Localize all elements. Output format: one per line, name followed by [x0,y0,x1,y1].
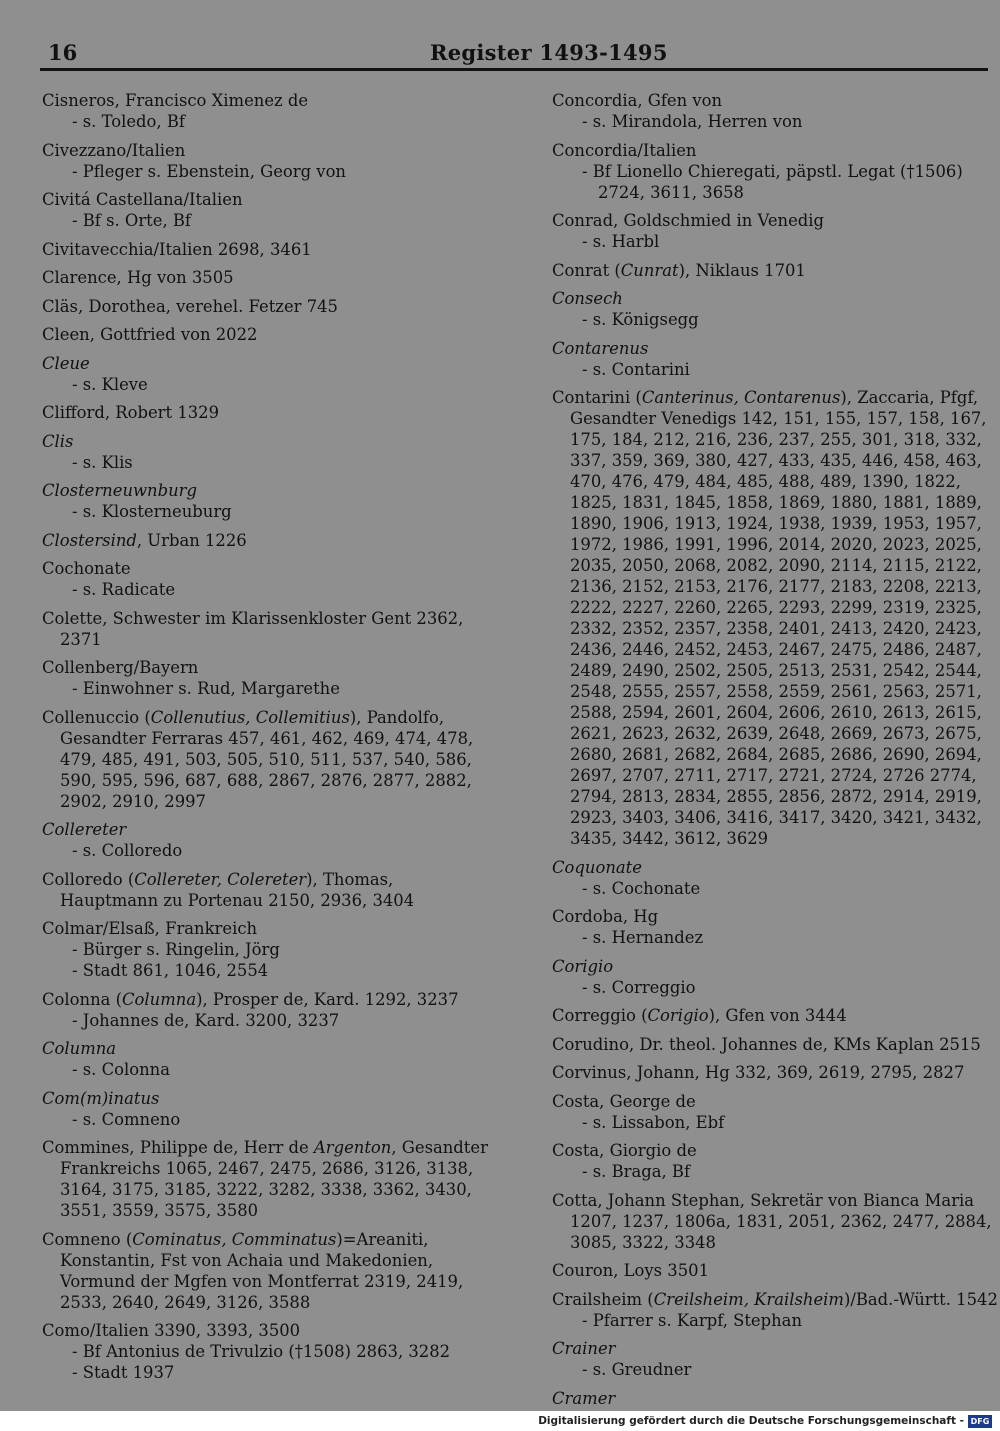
index-entry [42,707,488,812]
entry-term: Cotta, Johann Stephan, Sekretär von Bianca Maria 1207, 1237, 1806a, 1831, 2051, 2362, 2477, 2884, 3085, 3322, 3348 [552,1190,992,1252]
entry-term: Conrat ( [552,260,621,280]
entry-heading [42,608,488,650]
index-entry [42,608,488,650]
entry-term: Colmar/Elsaß, Frankreich [42,919,258,938]
index-entry [552,1190,998,1253]
entry-heading [42,296,488,317]
entry-term-italic: Corigio [552,956,614,976]
entry-heading [552,1289,998,1310]
entry-heading [42,657,488,678]
entry-variant-italic: Columna [122,989,197,1009]
entry-subreference: - s. Braga, Bf [582,1162,691,1181]
index-entry [42,140,488,182]
entry-variant-italic: Creilsheim, Krailsheim [653,1289,844,1309]
index-entry [42,558,488,600]
entry-subreference: - Bf s. Orte, Bf [72,211,191,230]
entry-subreference: - s. Toledo, Bf [72,112,185,131]
entry-heading [552,857,998,878]
entry-subreference: - s. Hernandez [582,928,704,947]
entry-heading [42,402,488,423]
index-entry [42,296,488,317]
index-entry [552,338,998,380]
entry-subreference: - s. Radicate [72,580,176,599]
entry-heading [552,1062,998,1083]
entry-heading [552,1190,998,1253]
entry-term: Como/Italien 3390, 3393, 3500 [42,1321,301,1340]
index-entry [42,1038,488,1080]
footer [538,1413,992,1429]
index-entry [552,260,998,281]
entry-term: Collenberg/Bayern [42,658,199,677]
entry-heading [42,558,488,579]
page-header [44,40,984,68]
entry-heading [552,1260,998,1281]
index-entry [552,906,998,948]
entry-subreference: - Einwohner s. Rud, Margarethe [72,679,340,698]
index-entry [42,869,488,911]
index-entry [42,918,488,981]
index-entry [42,530,488,551]
left-column [42,90,488,1391]
index-entry [42,1320,488,1383]
footer-credit: Digitalisierung gefördert durch die Deutsche Forschungsgemeinschaft - [538,1415,964,1427]
entry-term: Contarini ( [552,388,642,407]
entry-term: Civitá Castellana/Italien [42,190,243,209]
entry-subreference: - Bf Antonius de Trivulzio (†1508) 2863, 3282 [72,1342,451,1361]
entry-subreference: - s. Colloredo [72,841,183,860]
index-entry [42,657,488,699]
entry-term-italic: Cramer [552,1388,616,1408]
entry-term-italic: Clostersind [42,530,137,550]
entry-term-italic: Coquonate [552,857,642,877]
entry-subreference: - s. Correggio [582,977,696,997]
index-entry [552,1005,998,1026]
entry-variant-italic: Cominatus, Comminatus [132,1229,337,1249]
index-entry [552,140,998,203]
entry-heading [552,956,998,977]
entry-subreference: - s. Klis [72,452,133,472]
index-entry [552,1338,998,1380]
entry-term-italic: Closterneuwnburg [42,481,197,500]
entry-subreference: - Bf Lionello Chieregati, päpstl. Legat (†1506) 2724, 3611, 3658 [582,161,963,202]
entry-heading [42,918,488,939]
entry-variant-italic: Cunrat [620,260,679,280]
entry-heading [552,140,998,161]
entry-heading [42,267,488,288]
entry-term: Correggio ( [552,1006,648,1025]
entry-heading [42,1088,488,1109]
index-entry [552,90,998,132]
entry-term: Clarence, Hg von 3505 [42,268,234,287]
index-entry [42,189,488,231]
entry-variant-italic: Collereter, Colereter [134,869,307,889]
entry-term: Collenuccio ( [42,707,151,727]
entry-term-italic: Com(m)inatus [42,1088,160,1108]
index-entry [552,1260,998,1281]
entry-subreference: - s. Greudner [582,1360,692,1379]
entry-heading [552,90,998,111]
entry-heading [552,1338,998,1359]
entry-subreference: - Pfleger s. Ebenstein, Georg von [72,161,346,181]
index-entry [552,1091,998,1133]
right-column [552,90,998,1411]
entry-term: Comneno ( [42,1229,133,1249]
entry-heading [42,1137,488,1221]
entry-heading [552,387,998,849]
entry-variant-italic: Corigio [647,1006,709,1025]
index-entry [42,819,488,861]
entry-subreference: - Stadt 1937 [72,1363,175,1382]
entry-heading [42,707,488,812]
entry-variant-italic: Canterinus, Contarenus [641,388,841,407]
page-number: 16 [48,40,78,65]
entry-heading [42,1038,488,1059]
index-entry [42,989,488,1031]
entry-heading [552,1091,998,1112]
entry-term: Couron, Loys 3501 [552,1261,709,1280]
index-entry [42,353,488,395]
entry-term: Colette, Schwester im Klarissenkloster Gent 2362, 2371 [42,608,464,649]
entry-tail: ), Pandolfo, Gesandter Ferraras 457, 461, 462, 469, 474, 478, 479, 485, 491, 503, 505, 510, 511, 537, 540, 586, 590, 595, 596, 687, 688, 2867, 2876, 2877, 2882, 2902, 2910, 2997 [60,707,474,811]
entry-term: Concordia/Italien [552,140,697,160]
entry-term: Colloredo ( [42,869,135,889]
entry-subreference: - s. Colonna [72,1060,170,1079]
entry-tail: , Gesandter Frankreichs 1065, 2467, 2475, 2686, 3126, 3138, 3164, 3175, 3185, 3222, 3282, 3338, 3362, 3430, 3551, 3559, 3575, 3580 [60,1138,488,1220]
entry-term: Corudino, Dr. theol. Johannes de, KMs Kaplan 2515 [552,1034,981,1054]
index-entry [552,1034,998,1055]
index-entry [42,324,488,345]
entry-heading [42,530,488,551]
entry-heading [42,90,488,111]
entry-term: Commines, Philippe de, Herr de [42,1138,314,1157]
index-entry [42,1088,488,1130]
entry-heading [42,869,488,911]
index-entry [552,956,998,998]
entry-heading [552,906,998,927]
entry-term: Clifford, Robert 1329 [42,403,220,422]
entry-term: Conrad, Goldschmied in Venedig [552,211,825,230]
entry-tail: ), Prosper de, Kard. 1292, 3237 [196,989,459,1009]
entry-rest: , Urban 1226 [136,530,247,550]
entry-heading [42,480,488,501]
entry-heading [552,1140,998,1161]
entry-term-italic: Consech [552,289,623,308]
entry-heading [42,324,488,345]
entry-term: Cochonate [42,559,131,578]
entry-tail: ), Zaccaria, Pfgf, Gesandter Venedigs 142, 151, 155, 157, 158, 167, 175, 184, 212, 216, 236, 237, 255, 301, 318, 332, 337, 359, 369, 380, 427, 433, 435, 446, 458, 463, 470, 476, 479, 484, 485, 488, 489, 1390, 1822, 1825, 1831, 1845, 1858, 1869, 1880, 1881, 1889, 1890, 1906, 1913, 1924, 1938, 1939, 1953, 1957, 1972, 1986, 1991, 1996, 2014, 2020, 2023, 2025, 2035, 2050, 2068, 2082, 2090, 2114, 2115, 2122, 2136, 2152, 2153, 2176, 2177, 2183, 2208, 2213, 2222, 2227, 2260, 2265, 2293, 2299, 2319, 2325, 2332, 2352, 2357, 2358, 2401, 2413, 2420, 2423, 2436, 2446, 2452, 2453, 2467, 2475, 2486, 2487, 2489, 2490, 2502, 2505, 2513, 2531, 2542, 2544, 2548, 2555, 2557, 2558, 2559, 2561, 2563, 2571, 2588, 2594, 2601, 2604, 2606, 2610, 2613, 2615, 2621, 2623, 2632, 2639, 2648, 2669, 2673, 2675, 2680, 2681, 2682, 2684, 2685, 2686, 2690, 2694, 2697, 2707, 2711, 2717, 2721, 2724, 2726 2774, 2794, 2813, 2834, 2855, 2856, 2872, 2914, 2919, 2923, 3403, 3406, 3416, 3417, 3420, 3421, 3432, 3435, 3442, 3612, 3629 [570,388,987,848]
index-entry [42,239,488,260]
entry-heading [42,239,488,260]
entry-subreference: - Stadt 861, 1046, 2554 [72,961,269,980]
entry-heading [552,338,998,359]
entry-heading [42,989,488,1010]
entry-subreference: - s. Cochonate [582,878,701,898]
entry-tail: ), Niklaus 1701 [678,260,806,280]
entry-term-italic: Clis [42,431,74,451]
entry-heading [42,1229,488,1313]
header-rule [40,68,988,71]
index-entry [552,1289,998,1331]
entry-term: Civitavecchia/Italien 2698, 3461 [42,239,312,259]
entry-term: Civezzano/Italien [42,140,186,160]
entry-tail: )=Areaniti, Konstantin, Fst von Achaia und Makedonien, Vormund der Mgfen von Montferrat 2319, 2419, 2533, 2640, 2649, 3126, 3588 [60,1229,464,1312]
entry-heading [42,140,488,161]
entry-heading [42,819,488,840]
entry-heading [552,1388,998,1409]
entry-subreference: - s. Königsegg [582,310,699,329]
entry-variant-italic: Collenutius, Collemitius [150,707,350,727]
index-entry [42,267,488,288]
entry-heading [42,353,488,374]
entry-term: Cordoba, Hg [552,907,659,926]
entry-heading [552,1005,998,1026]
index-entry [552,1062,998,1083]
index-entry [552,1140,998,1182]
entry-subreference: - Johannes de, Kard. 3200, 3237 [72,1010,340,1030]
index-entry [552,387,998,849]
entry-subreference: - s. Kleve [72,374,148,394]
entry-term: Cleen, Gottfried von 2022 [42,325,258,344]
index-entry [42,402,488,423]
index-entry [552,210,998,252]
entry-term-italic: Columna [42,1039,117,1058]
entry-subreference: - s. Mirandola, Herren von [582,112,803,131]
index-entry [42,431,488,473]
index-entry [42,480,488,522]
entry-term: Corvinus, Johann, Hg 332, 369, 2619, 2795, 2827 [552,1063,965,1082]
entry-heading [42,1320,488,1341]
running-title: Register 1493-1495 [430,40,668,65]
entry-term: Costa, George de [552,1091,696,1111]
entry-tail: ), Thomas, Hauptmann zu Portenau 2150, 2936, 3404 [60,869,415,910]
entry-term: Crailsheim ( [552,1289,654,1309]
dfg-logo: DFG [968,1415,992,1428]
entry-heading [42,189,488,210]
index-entry [42,90,488,132]
entry-heading [552,210,998,231]
index-entry [552,1388,998,1412]
entry-subreference: - s. Comneno [72,1109,181,1129]
entry-subreference: - s. Klosterneuburg [72,502,232,521]
entry-subreference: - Bürger s. Ringelin, Jörg [72,940,280,959]
entry-term-italic: Contarenus [552,338,649,358]
entry-term-italic: Cleue [42,353,90,373]
entry-heading [552,260,998,281]
index-entry [552,857,998,899]
entry-term: Cisneros, Francisco Ximenez de [42,91,309,110]
entry-subreference: - s. Harbl [582,232,660,251]
entry-term-italic: Crainer [552,1339,616,1358]
entry-tail: )/Bad.-Württ. 1542 [843,1289,998,1309]
entry-term: Colonna ( [42,989,123,1009]
entry-subreference: - s. Contarini [582,359,690,379]
entry-term: Costa, Giorgio de [552,1141,697,1160]
entry-heading [42,431,488,452]
entry-heading [552,1034,998,1055]
entry-term: Cläs, Dorothea, verehel. Fetzer 745 [42,296,338,316]
entry-term-italic: Collereter [42,820,127,839]
entry-variant-italic: Argenton [313,1138,392,1157]
index-entry [42,1137,488,1221]
index-entry [552,288,998,330]
index-entry [42,1229,488,1313]
entry-subreference: - s. Lissabon, Ebf [582,1112,725,1132]
entry-heading [552,288,998,309]
entry-subreference: - Pfarrer s. Karpf, Stephan [582,1310,803,1330]
entry-tail: ), Gfen von 3444 [708,1006,847,1025]
entry-subreference [570,1409,998,1412]
entry-term: Concordia, Gfen von [552,91,723,110]
